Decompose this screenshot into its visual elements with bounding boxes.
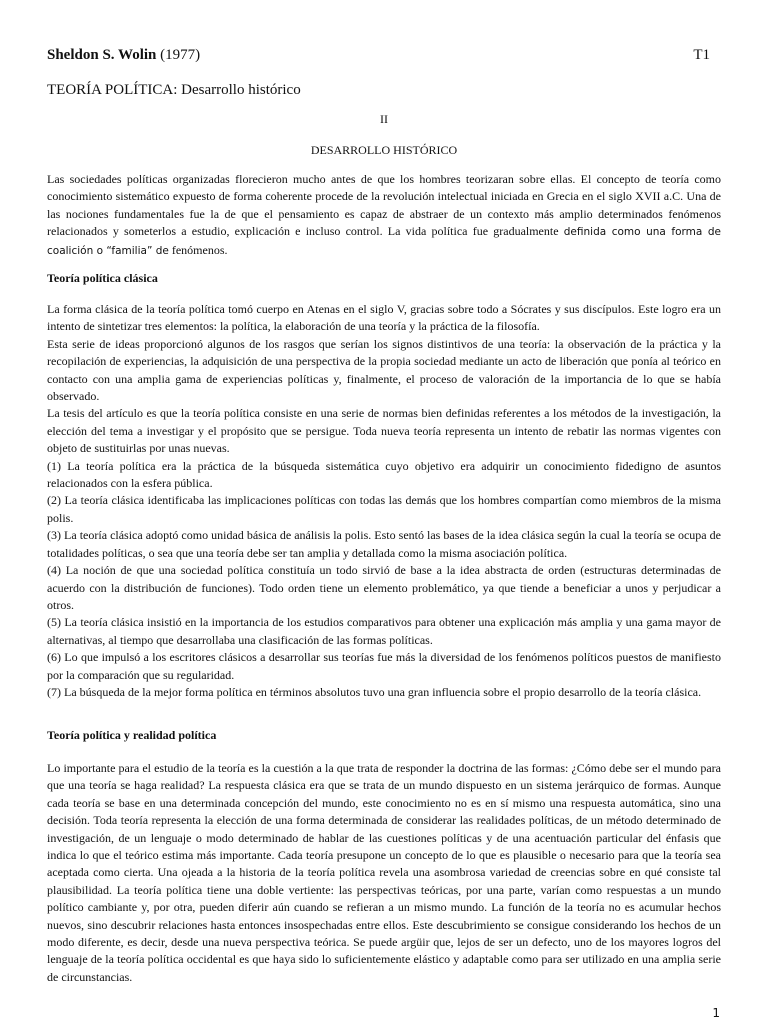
list-item: (4) La noción de que una sociedad política constituía un todo sirvió de base a la idea abstracta de orden (estructuras determinadas de acuerdo con la distribución de funciones). Todo orden tiene un elemento problemático, ya que tiende a beneficiar a unos y perjudicar a otros. (47, 563, 721, 612)
paragraph: La forma clásica de la teoría política tomó cuerpo en Atenas en el siglo V, gracias sobre todo a Sócrates y sus discípulos. Este logro era un intento de sintetizar tres elementos: la política, la elaboración de una teoría y la práctica de la filosofía. (47, 302, 721, 334)
list-item: (2) La teoría clásica identificaba las implicaciones políticas con todas las demás que los hombres compartían como miembros de la misma polis. (47, 493, 721, 525)
list-item: (7) La búsqueda de la mejor forma política en términos absolutos tuvo una gran influencia sobre el propio desarrollo de la teoría clásica. (47, 684, 702, 699)
publication-year: (1977) (160, 47, 201, 63)
list-item: (6) Lo que impulsó a los escritores clásicos a desarrollar sus teorías fue más la diversidad de los fenómenos políticos puestos de manifiesto por la comparación que su regularidad. (47, 650, 721, 682)
chapter-number: II (380, 112, 388, 126)
intro-text: Las sociedades políticas organizadas florecieron mucho antes de que los hombres teorizaran sobre ellas. El concepto de teoría como conocimiento sistemático expuesto de forma coherente procede de la revolución intelectual iniciada en Grecia en el siglo XVII a.C. Una de las nociones fundamentales fue la de que el pensamiento es capaz de abstraer de un contexto más amplio determinados fenómenos relacionados y someterlos a estudio, explicación e incluso control. La vida política fue gradualmente (47, 172, 721, 239)
section-heading-classical: Teoría política clásica (47, 271, 158, 285)
list-item: (1) La teoría política era la práctica de la búsqueda sistemática cuyo objetivo era adquirir un conocimiento fidedigno de asuntos relacionados con la esfera pública. (47, 458, 721, 491)
section-heading-reality: Teoría política y realidad política (47, 728, 217, 742)
intro-paragraph (47, 171, 721, 260)
section-classical-body (47, 301, 721, 701)
page-number: 1 (712, 1006, 720, 1020)
paragraph: La tesis del artículo es que la teoría política consiste en una serie de normas bien definidas referentes a los métodos de la investigación, la elección del tema a investigar y el propósito que se persigue. Toda nueva teoría representa un intento de rebatir las normas vigentes con objeto de sustituirlas por unas nuevas. (47, 406, 721, 456)
author-name: Sheldon S. Wolin (47, 47, 157, 63)
section-reality-body (47, 760, 721, 986)
intro-tail: definida como una forma de coalición o “familia” de (47, 226, 721, 257)
list-item: (3) La teoría clásica adoptó como unidad básica de análisis la polis. Esto sentó las bases de la idea clásica según la cual la teoría se ocupa de totalidades políticas, o sea que una teoría debe ser tan amplia y detallada como la misma asociación política. (47, 528, 721, 560)
chapter-title: DESARROLLO HISTÓRICO (310, 143, 458, 157)
document-title: TEORÍA POLÍTICA: Desarrollo histórico (47, 82, 301, 98)
list-item: (5) La teoría clásica insistió en la importancia de los estudios comparativos para obtener una explicación más amplia y una gama mayor de alternativas, al tiempo que desarrollaba una clasificación de las formas políticas. (47, 615, 721, 647)
intro-end: fenómenos. (168, 242, 228, 257)
page-code: T1 (693, 47, 710, 63)
paragraph: Esta serie de ideas proporcionó algunos de los rasgos que serían los signos distintivos de una teoría: la observación de la práctica y la recopilación de experiencias, la adquisición de una perspectiva de la propia sociedad mediante un acto de liberación que ponía al teórico en contacto con una amplia gama de experiencias políticas y, finalmente, el proceso de valoración de la importancia de lo que se había observado. (47, 336, 721, 404)
paragraph: Lo importante para el estudio de la teoría es la cuestión a la que trata de responder la doctrina de las formas: ¿Cómo debe ser el mundo para que una teoría se haga realidad? La respuesta clásica era que se trata de un mundo dispuesto en un sistema jerárquico de formas. Aunque cada teoría se base en una determinada concepción del mundo, este conocimiento no es en sí mismo una respuesta automática, sino una decisión. Toda teoría representa la elección de una forma determinada de considerar las realidades políticas, de un método determinado de investigación, de un lenguaje o modo determinado de hablar de las cuestiones políticas y de una acentuación particular del énfasis que indica lo que el teórico estima más importante. Cada teoría presupone un concepto de lo que es plausible o necesario para que la teoría sea aceptada como cierta. Una ojeada a la historia de la teoría política revela una asombrosa variedad de creencias sobre en qué consiste tal plausibilidad. La teoría política tiene una doble vertiente: las perspectivas teóricas, por una parte, varían como respuestas a un mundo político cambiante y, por otra, pueden diferir aún cuando se refieran a un mismo mundo. La función de la teoría no es acumular hechos nuevos, sino descubrir relaciones hasta entonces insospechadas entre ellos. Este descubrimiento se consigue considerando los hechos de un modo diferente, es decir, desde una nueva perspectiva teórica. Se puede argüir que, lejos de ser un defecto, uno de los mayores logros del lenguaje de la teoría política occidental es que haya sido lo suficientemente elástico y adaptable como para ser utilizado en una amplia serie de circunstancias. (47, 761, 721, 984)
header-row (47, 45, 720, 65)
